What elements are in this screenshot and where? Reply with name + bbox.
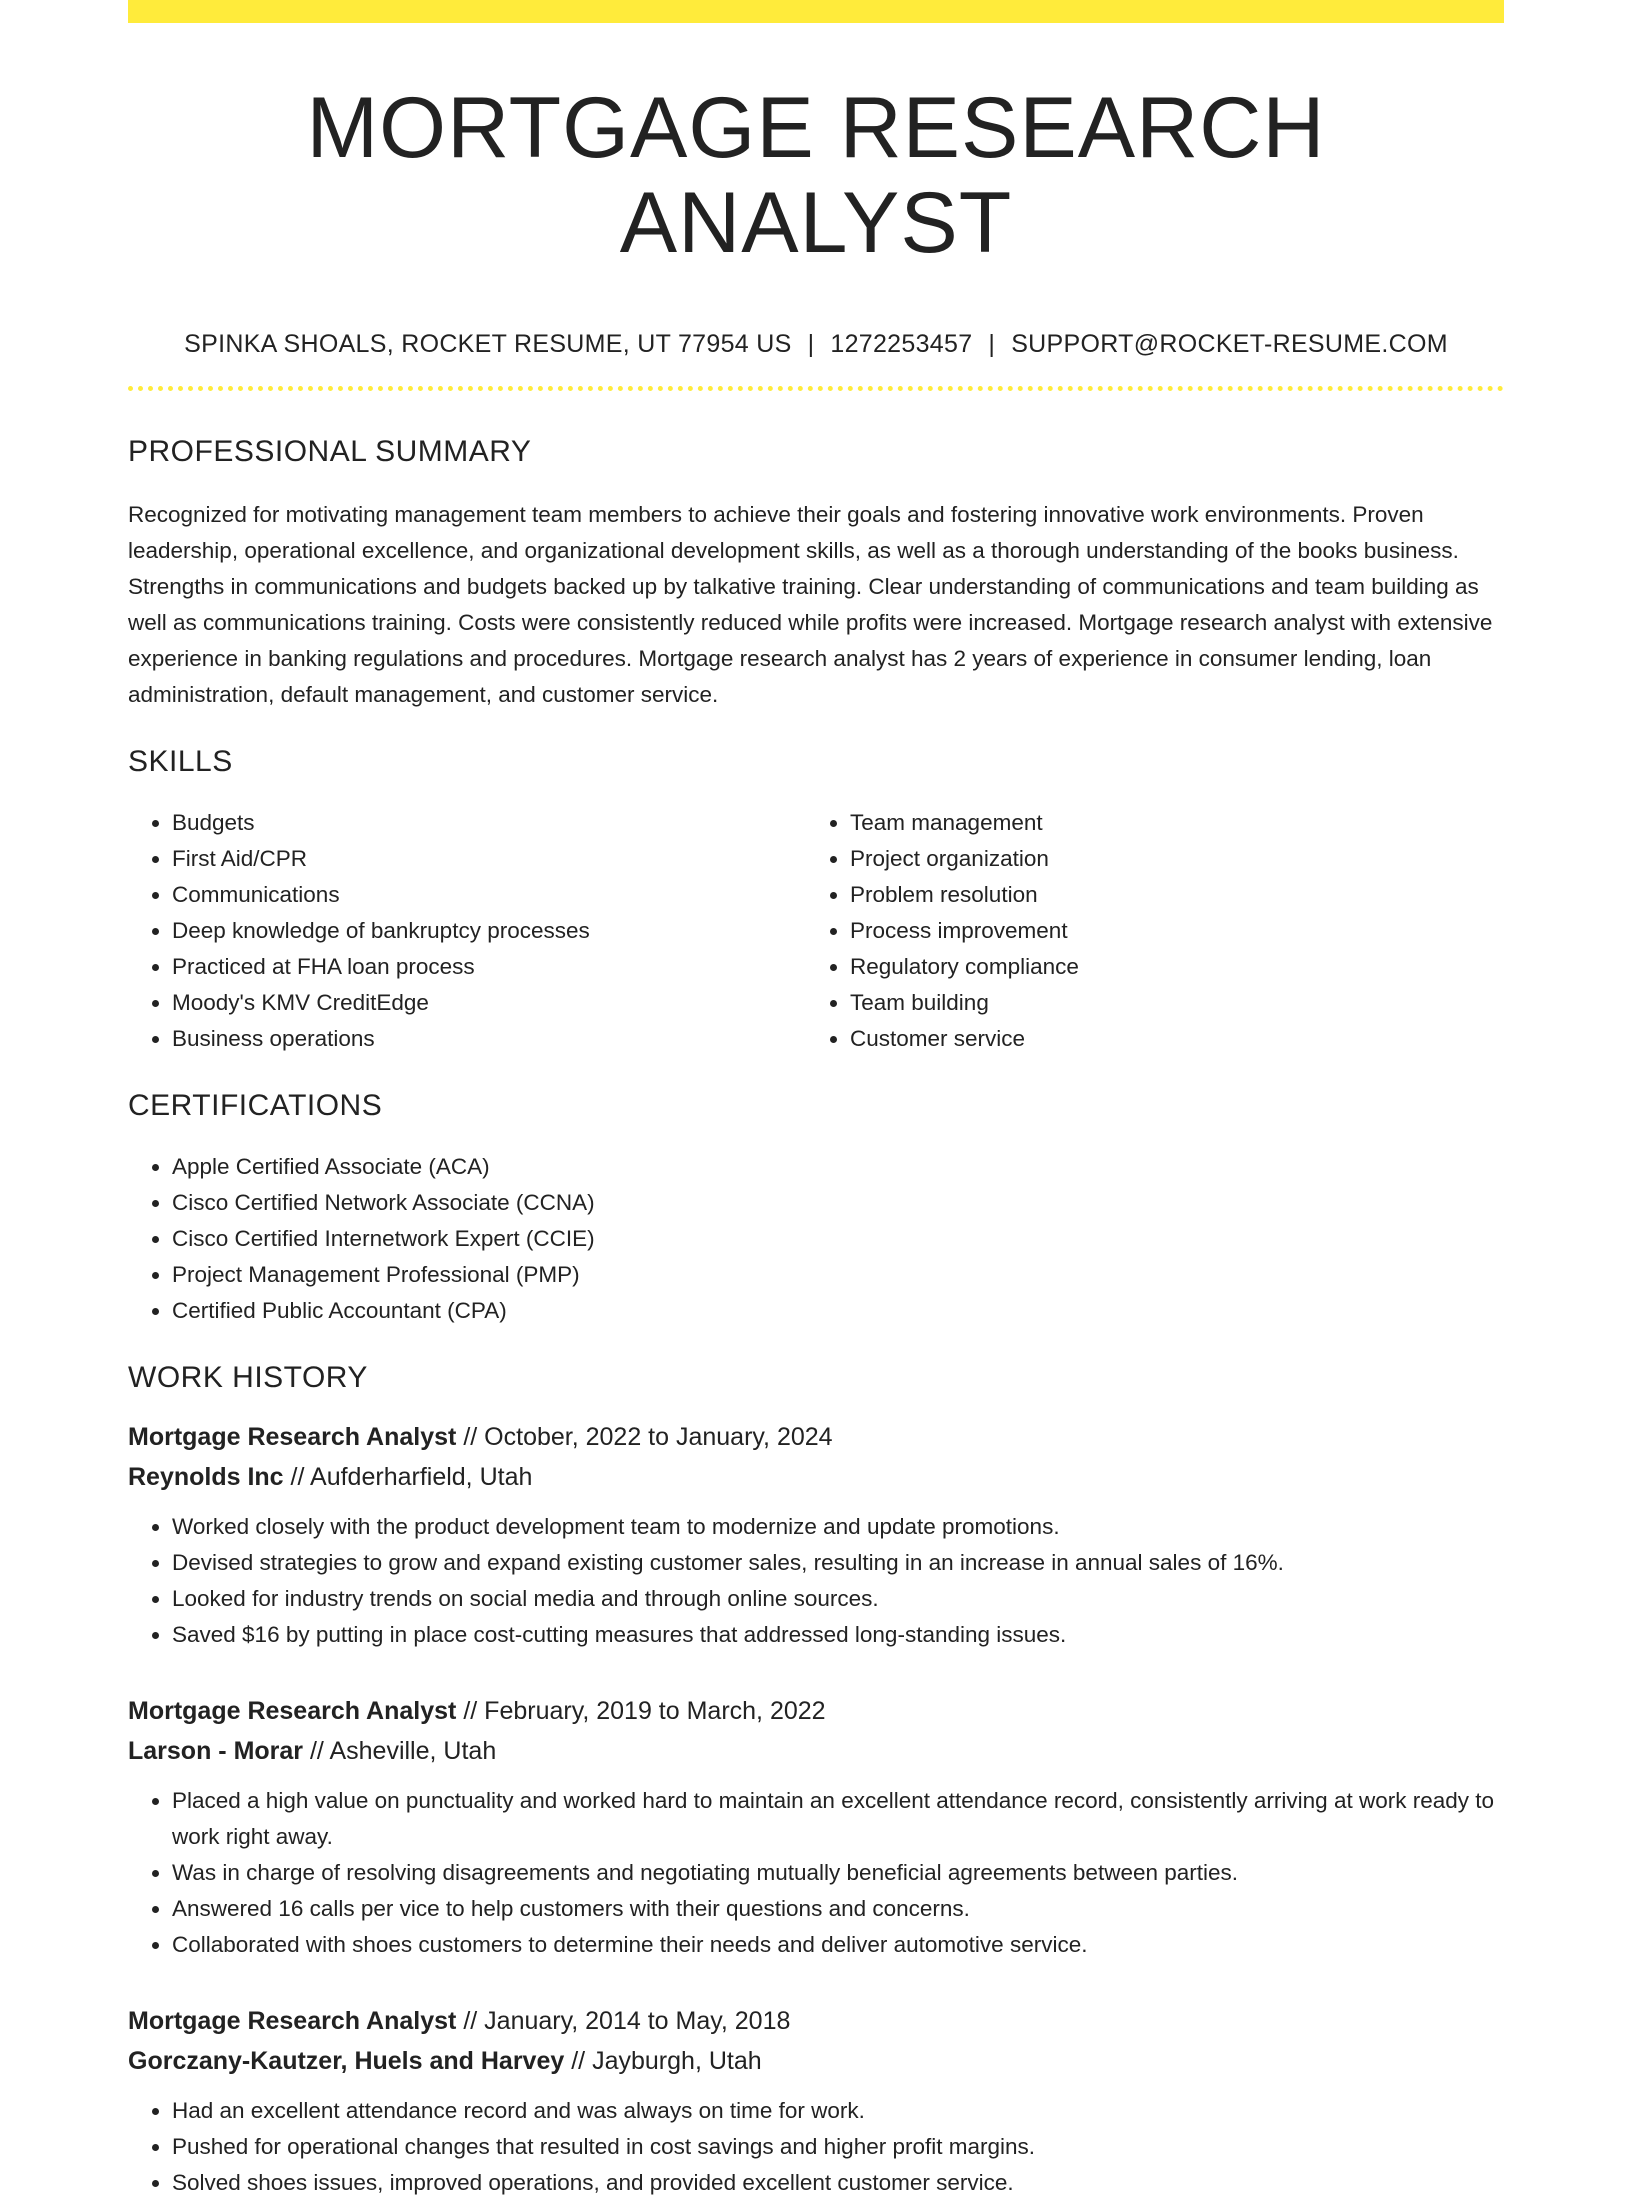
- contact-separator: |: [988, 330, 996, 359]
- job-company: Larson - Morar: [128, 1737, 304, 1766]
- summary-section: [128, 435, 1504, 713]
- job-dates: January, 2014 to May, 2018: [484, 2007, 791, 2036]
- skill-item: • Problem resolution: [850, 877, 1484, 913]
- skills-column-right: [806, 805, 1484, 1057]
- job-bullets: [128, 1783, 1504, 1963]
- skill-item: • Process improvement: [850, 913, 1484, 949]
- job-separator: //: [463, 1697, 478, 1726]
- certification-item: • Certified Public Accountant (CPA): [172, 1293, 1504, 1329]
- contact-phone: 1272253457: [830, 330, 973, 359]
- job-company-line: [128, 2041, 1504, 2081]
- certification-item: • Project Management Professional (PMP): [172, 1257, 1504, 1293]
- job-location: Jayburgh, Utah: [592, 2047, 762, 2076]
- skill-item: • Business operations: [172, 1021, 806, 1057]
- job-company-line: [128, 1731, 1504, 1771]
- job-bullet: • Saved $16 by putting in place cost-cutting measures that addressed long-standing issues.: [172, 1617, 1504, 1653]
- contact-separator: |: [807, 330, 815, 359]
- resume-name: MORTGAGE RESEARCH ANALYST: [306, 80, 1326, 271]
- skill-item: • Customer service: [850, 1021, 1484, 1057]
- job-title-line: [128, 2001, 1504, 2041]
- job-location: Asheville, Utah: [329, 1737, 497, 1766]
- job-bullet: • Answered 16 calls per vice to help customers with their questions and concerns.: [172, 1891, 1504, 1927]
- skills-list-right: [806, 805, 1484, 1057]
- contact-line: [128, 330, 1504, 359]
- work-history-section: [128, 1361, 1504, 2201]
- section-title-work-history: WORK HISTORY: [128, 1361, 368, 1395]
- job-dates: October, 2022 to January, 2024: [484, 1423, 833, 1452]
- job-title: Mortgage Research Analyst: [128, 2007, 457, 2036]
- skills-section: [128, 745, 1504, 1057]
- job-bullet: • Had an excellent attendance record and was always on time for work.: [172, 2093, 1504, 2129]
- section-title-skills: SKILLS: [128, 745, 233, 779]
- job-separator: //: [571, 2047, 586, 2076]
- job-bullet: • Placed a high value on punctuality and worked hard to maintain an excellent attendance record, consistently arriving at work ready to work right away.: [172, 1783, 1504, 1855]
- job-bullet: • Pushed for operational changes that resulted in cost savings and higher profit margins.: [172, 2129, 1504, 2165]
- job-bullet: • Solved shoes issues, improved operations, and provided excellent customer service.: [172, 2165, 1504, 2201]
- job-separator: //: [309, 1737, 324, 1766]
- job-title-line: [128, 1691, 1504, 1731]
- job-company: Gorczany-Kautzer, Huels and Harvey: [128, 2047, 565, 2076]
- skill-item: • Team management: [850, 805, 1484, 841]
- dotted-divider: [128, 386, 1504, 391]
- job-bullet: • Was in charge of resolving disagreements and negotiating mutually beneficial agreements between parties.: [172, 1855, 1504, 1891]
- job-bullet: • Collaborated with shoes customers to determine their needs and deliver automotive service.: [172, 1927, 1504, 1963]
- job-entry: [128, 1417, 1504, 1653]
- job-dates: February, 2019 to March, 2022: [484, 1697, 826, 1726]
- contact-address: SPINKA SHOALS, ROCKET RESUME, UT 77954 US: [184, 330, 792, 359]
- skill-item: • Practiced at FHA loan process: [172, 949, 806, 985]
- certification-item: • Apple Certified Associate (ACA): [172, 1149, 1504, 1185]
- skill-item: • Deep knowledge of bankruptcy processes: [172, 913, 806, 949]
- skill-item: • Moody's KMV CreditEdge: [172, 985, 806, 1021]
- job-separator: //: [463, 1423, 478, 1452]
- section-title-summary: PROFESSIONAL SUMMARY: [128, 435, 532, 469]
- job-company: Reynolds Inc: [128, 1463, 284, 1492]
- job-bullet: • Worked closely with the product development team to modernize and update promotions.: [172, 1509, 1504, 1545]
- certification-item: • Cisco Certified Network Associate (CCNA): [172, 1185, 1504, 1221]
- job-separator: //: [290, 1463, 305, 1492]
- job-bullets: [128, 1509, 1504, 1653]
- skill-item: • Budgets: [172, 805, 806, 841]
- job-title-line: [128, 1417, 1504, 1457]
- section-title-certifications: CERTIFICATIONS: [128, 1089, 383, 1123]
- job-separator: //: [463, 2007, 478, 2036]
- skills-columns: [128, 805, 1504, 1057]
- contact-email: SUPPORT@ROCKET-RESUME.COM: [1011, 330, 1448, 359]
- summary-text: Recognized for motivating management team members to achieve their goals and fostering innovative work environments. Proven leadership, operational excellence, and organizational development skills, as well as a thorough understanding of the books business. Strengths in communications and budgets backed up by talkative training. Clear understanding of communications and team building as well as communications training. Costs were consistently reduced while profits were increased. Mortgage research analyst with extensive experience in banking regulations and procedures. Mortgage research analyst has 2 years of experience in consumer lending, loan administration, default management, and customer service.: [128, 502, 1493, 708]
- job-entry: [128, 2001, 1504, 2201]
- skill-item: • Team building: [850, 985, 1484, 1021]
- skill-item: • Communications: [172, 877, 806, 913]
- certifications-list: [128, 1149, 1504, 1329]
- skill-item: • Project organization: [850, 841, 1484, 877]
- job-entry: [128, 1691, 1504, 1963]
- certifications-section: [128, 1089, 1504, 1329]
- job-bullet: • Looked for industry trends on social media and through online sources.: [172, 1581, 1504, 1617]
- resume-page: [128, 0, 1504, 2201]
- skills-column-left: [128, 805, 806, 1057]
- job-company-line: [128, 1457, 1504, 1497]
- accent-top-bar: [128, 0, 1504, 23]
- job-bullets: [128, 2093, 1504, 2201]
- job-title: Mortgage Research Analyst: [128, 1423, 457, 1452]
- job-bullet: • Devised strategies to grow and expand existing customer sales, resulting in an increase in annual sales of 16%.: [172, 1545, 1504, 1581]
- job-title: Mortgage Research Analyst: [128, 1697, 457, 1726]
- skill-item: • First Aid/CPR: [172, 841, 806, 877]
- skill-item: • Regulatory compliance: [850, 949, 1484, 985]
- skills-list-left: [128, 805, 806, 1057]
- certification-item: • Cisco Certified Internetwork Expert (CCIE): [172, 1221, 1504, 1257]
- job-location: Aufderharfield, Utah: [310, 1463, 533, 1492]
